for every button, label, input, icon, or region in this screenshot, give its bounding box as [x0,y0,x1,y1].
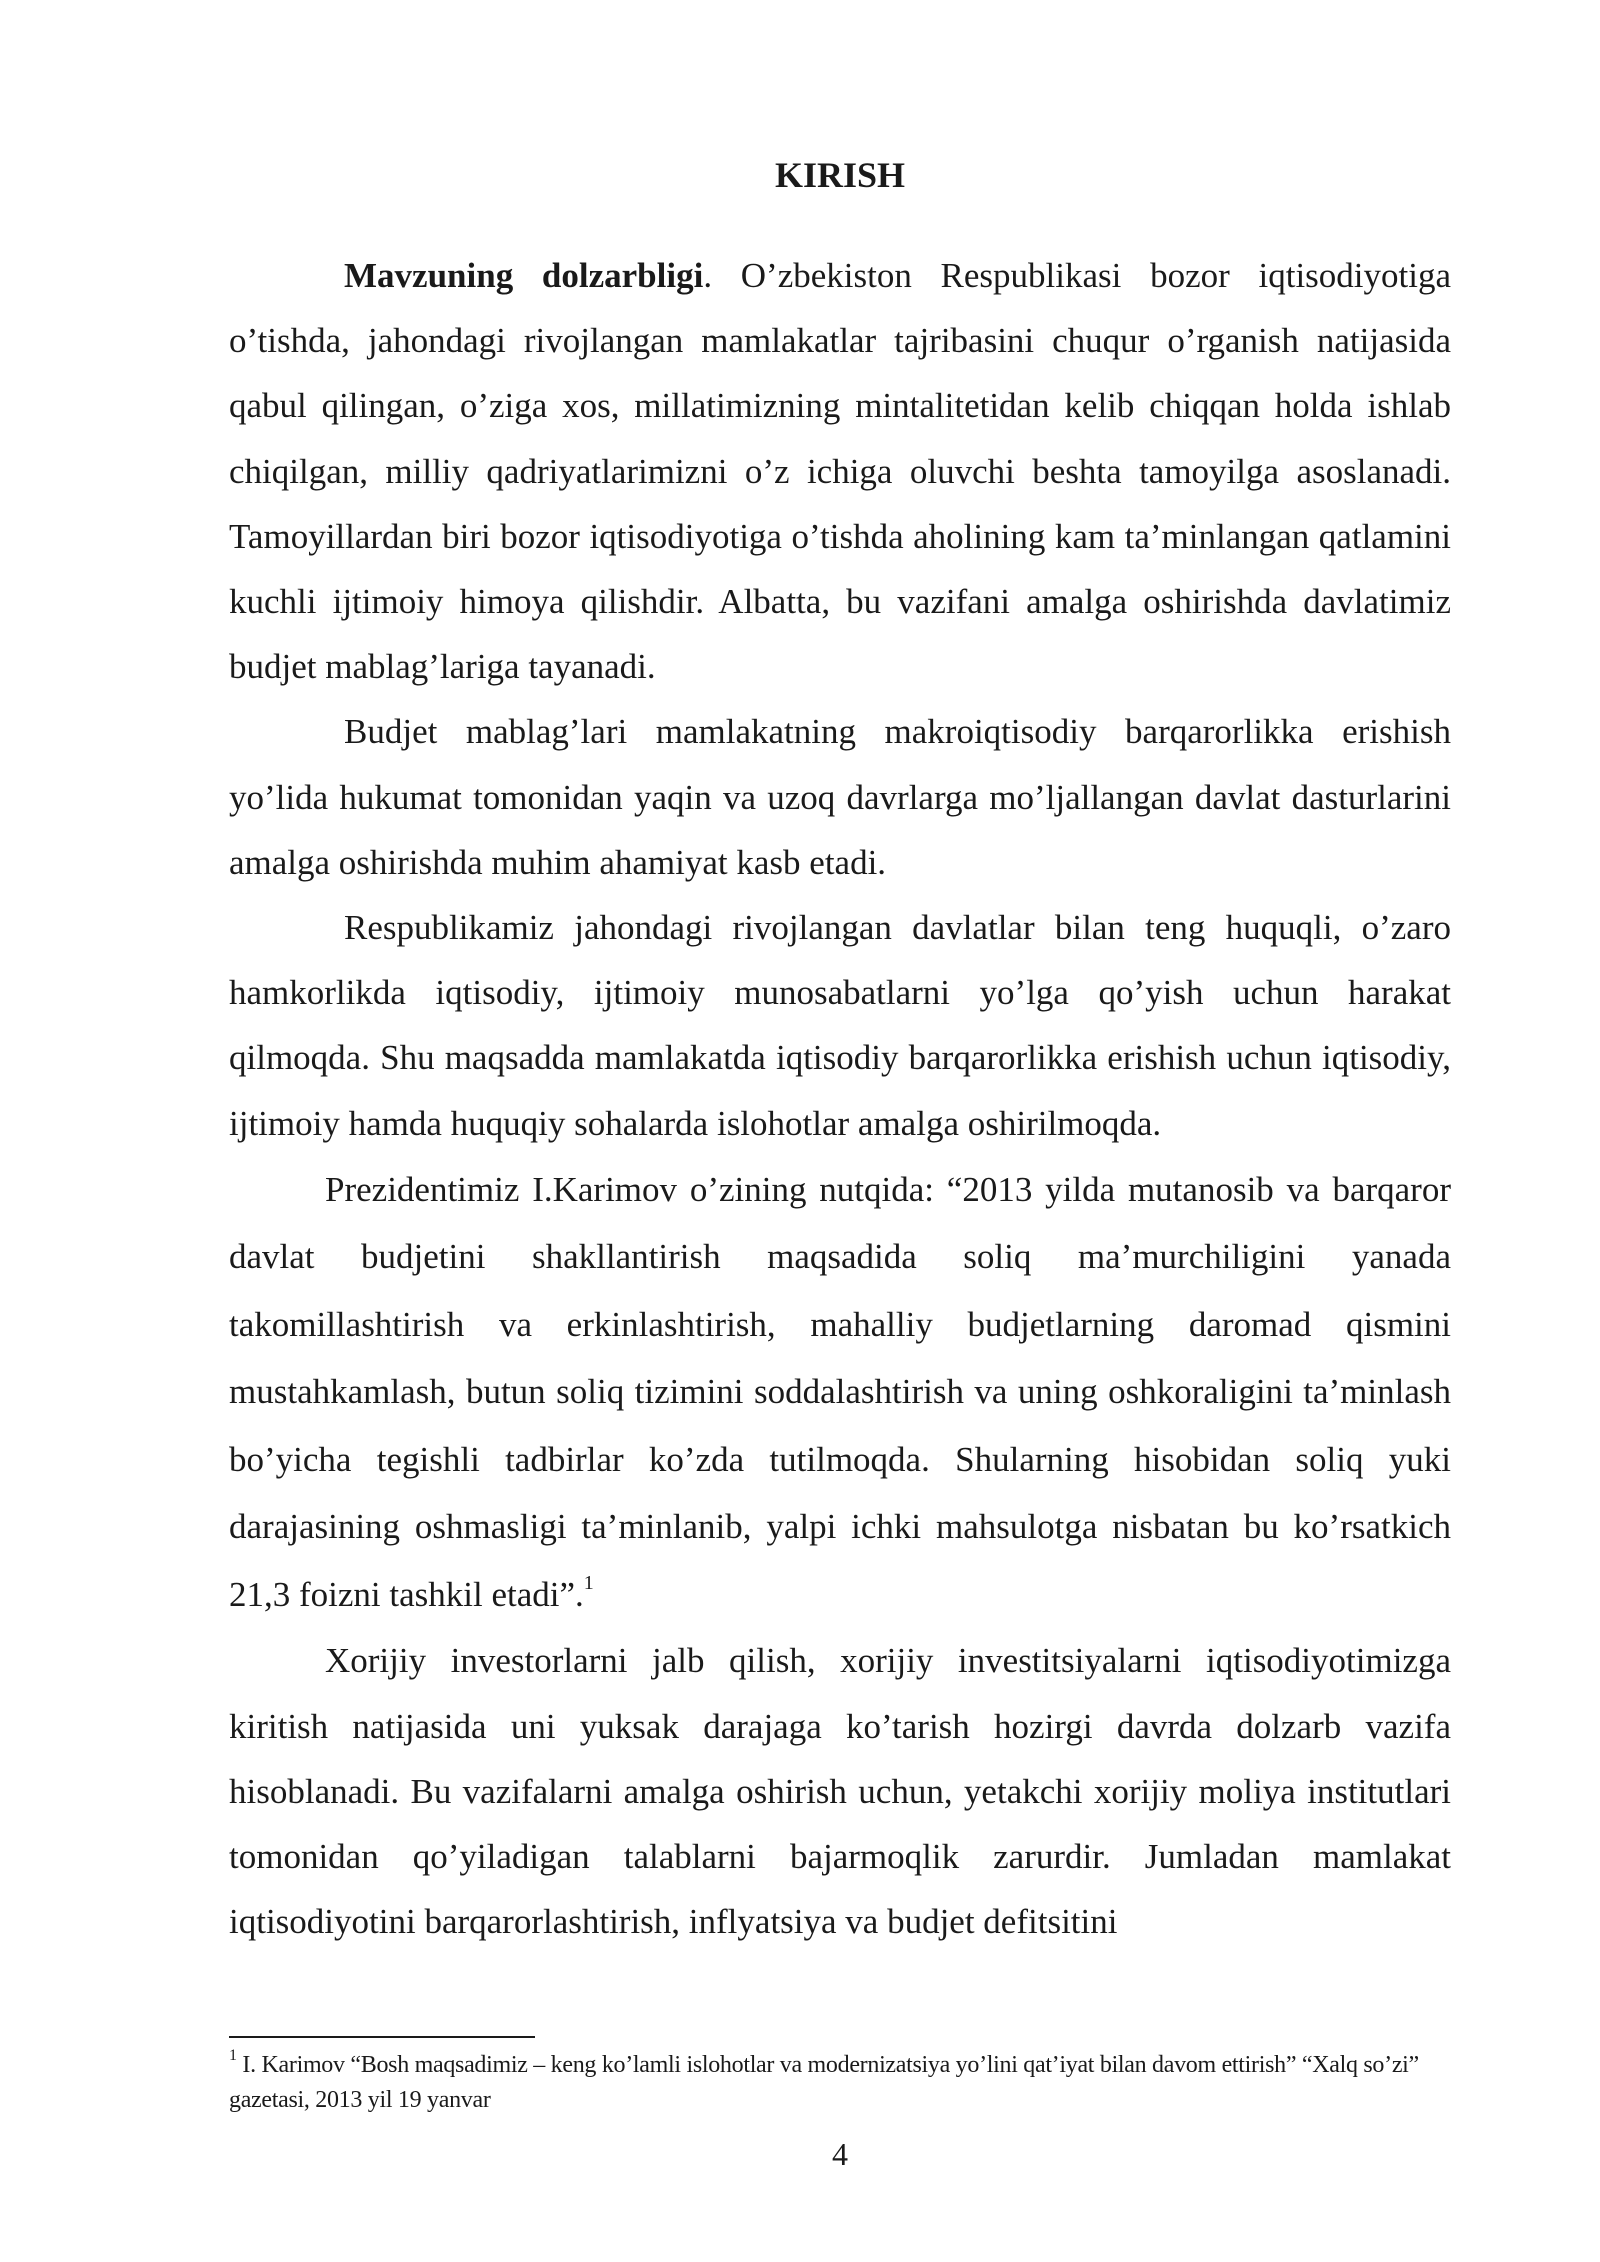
footnote [229,2048,1451,2118]
body-text [229,243,1451,1954]
page-title: KIRISH [774,155,906,195]
paragraph-1 [229,243,1451,699]
paragraph-2-text: Budjet mablag’lari mamlakatning makroiqtisodiy barqarorlikka erishish yo’lida hukumat tomonidan yaqin va uzoq davrlarga mo’ljallangan davlat dasturlarini amalga oshirishda muhim ahamiyat kasb etadi. [229,712,1451,882]
footnote-text: I. Karimov “Bosh maqsadimiz – keng ko’lamli islohotlar va modernizatsiya yo’lini qat’iyat bilan davom ettirish” “Xalq so’zi” gazetasi, 2013 yil 19 yanvar [229,2052,1419,2113]
paragraph-4 [229,1156,1451,1629]
paragraph-4-text: Prezidentimiz I.Karimov o’zining nutqida: “2013 yilda mutanosib va barqaror davlat budjetini shakllantirish maqsadida soliq ma’murchiligini yanada takomillashtirish va erkinlashtirish, mahalliy budjetlarning daromad qismini mustahkamlash, butun soliq tizimini soddalashtirish va uning oshkoraligini ta’minlash bo’yicha tegishli tadbirlar ko’zda tutilmoqda. Shularning hisobidan soliq yuki darajasining oshmasligi ta’minlanib, yalpi ichki mahsulotga nisbatan bu ko’rsatkich 21,3 foizni tashkil etadi”. [229,1169,1451,1614]
paragraph-2 [229,699,1451,895]
paragraph-1-text: . O’zbekiston Respublikasi bozor iqtisodiyotiga o’tishda, jahondagi rivojlangan mamlakatlar tajribasini chuqur o’rganish natijasida qabul qilingan, o’ziga xos, millatimizning mintalitetidan kelib chiqqan holda ishlab chiqilgan, milliy qadriyatlarimizni o’z ichiga oluvchi beshta tamoyilga asoslanadi. Tamoyillardan biri bozor iqtisodiyotiga o’tishda aholining kam ta’minlangan qatlamini kuchli ijtimoiy himoya qilishdir. Albatta, bu vazifani amalga oshirishda davlatimiz budjet mablag’lariga tayanadi. [229,256,1451,687]
footnote-reference: 1 [583,1572,594,1595]
paragraph-5 [229,1628,1451,1954]
paragraph-3-text: Respublikamiz jahondagi rivojlangan davlatlar bilan teng huquqli, o’zaro hamkorlikda iqtisodiy, ijtimoiy munosabatlarni yo’lga qo’yish uchun harakat qilmoqda. Shu maqsadda mamlakatda iqtisodiy barqarorlikka erishish uchun iqtisodiy, ijtimoiy hamda huquqiy sohalarda islohotlar amalga oshirilmoqda. [229,908,1451,1143]
paragraph-1-lead: Mavzuning dolzarbligi [344,256,704,295]
footnote-divider [229,2036,535,2038]
footnote-marker: 1 [229,2047,237,2064]
page-number: 4 [832,2136,848,2172]
paragraph-3 [229,895,1451,1156]
paragraph-5-text: Xorijiy investorlarni jalb qilish, xorijiy investitsiyalarni iqtisodiyotimizga kiritish natijasida uni yuksak darajaga ko’tarish hozirgi davrda dolzarb vazifa hisoblanadi. Bu vazifalarni amalga oshirish uchun, yetakchi xorijiy moliya institutlari tomonidan qo’yiladigan talablarni bajarmoqlik zarurdir. Jumladan mamlakat iqtisodiyotini barqarorlashtirish, inflyatsiya va budjet defitsitini [229,1641,1451,1942]
